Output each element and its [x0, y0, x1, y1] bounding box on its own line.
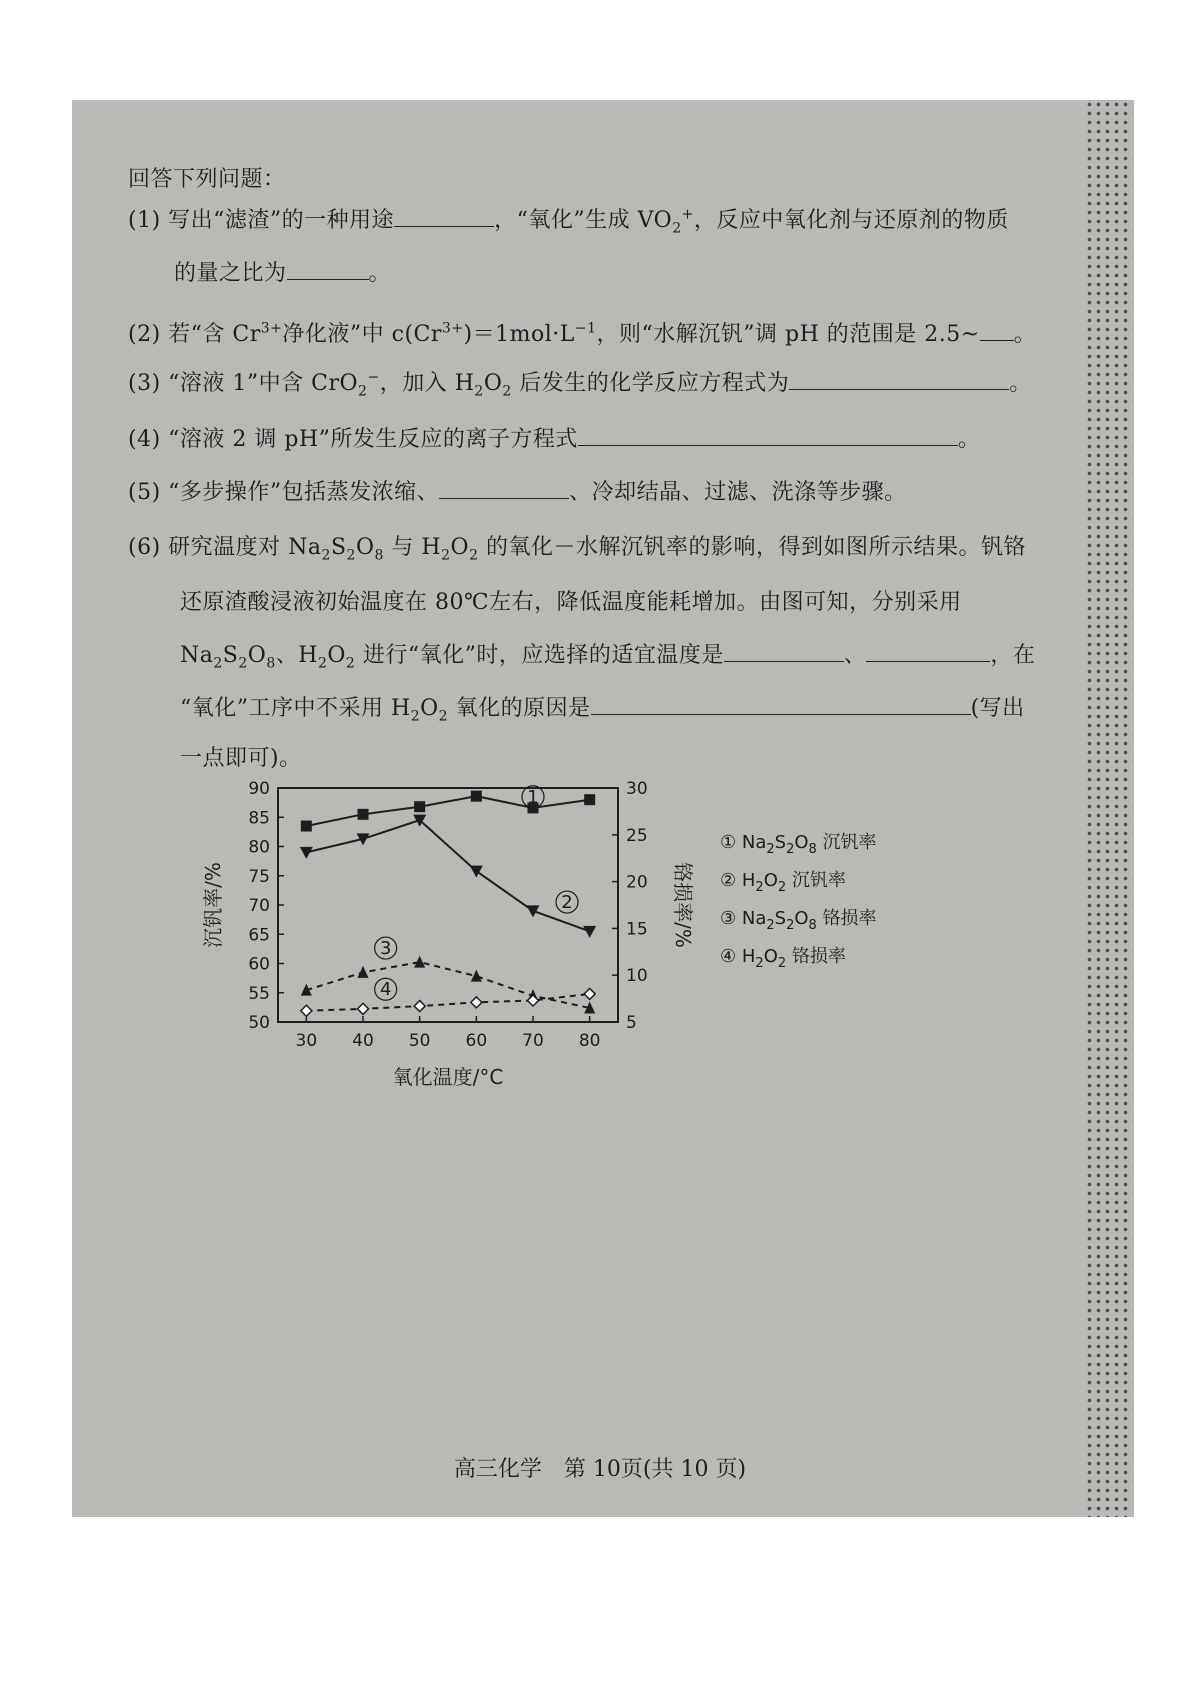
legend-text: 2 — [786, 918, 795, 933]
legend-text: 8 — [808, 842, 817, 857]
q2-text-c: )＝1mol·L — [463, 322, 575, 347]
q3-text-b: ，加入 H — [379, 371, 475, 396]
q6-l3-sub4: 2 — [317, 655, 328, 672]
q1-text-b: ，“氧化”生成 VO — [494, 208, 673, 233]
legend-text: 铬损率 — [786, 946, 846, 967]
legend-text: H — [741, 946, 756, 967]
legend-text: S — [774, 832, 787, 853]
x-tick-label: 60 — [465, 1031, 488, 1051]
question-4 — [128, 422, 980, 453]
q6-l3-e: O — [327, 643, 346, 668]
x-tick-label: 70 — [522, 1031, 544, 1051]
y-right-tick-label: 20 — [626, 872, 648, 893]
legend-text: Na — [741, 908, 767, 929]
x-tick-label: 40 — [352, 1031, 374, 1051]
series-1 — [301, 786, 595, 832]
data-point — [584, 794, 595, 805]
x-tick-label: 80 — [578, 1031, 601, 1051]
binding-strip — [1085, 100, 1133, 1517]
q6-l4-sub1: 2 — [410, 708, 421, 725]
q2-text-a: 若“含 Cr — [168, 322, 261, 347]
y-right-tick-label: 15 — [626, 919, 648, 940]
q6-l4-c: 氧化的原因是 — [448, 696, 591, 721]
q6-l4-b: O — [420, 696, 439, 721]
q5-text-b: 、冷却结晶、过滤、洗涤等步骤。 — [569, 480, 907, 505]
q6-l3-sub1: 2 — [213, 655, 223, 672]
data-point — [301, 821, 312, 832]
q6-sub-4: 2 — [441, 547, 451, 564]
y-left-tick-label: 85 — [248, 808, 270, 829]
legend-text: 2 — [755, 880, 764, 895]
y-left-tick-label: 55 — [248, 983, 270, 1004]
chart-legend — [720, 832, 877, 971]
legend-text: 2 — [766, 842, 775, 857]
question-5 — [128, 475, 907, 506]
data-point — [414, 1001, 425, 1012]
q2-number: (2) — [128, 322, 161, 347]
q6-l3-h: ，在 — [990, 643, 1036, 668]
data-point — [584, 988, 595, 999]
legend-item-2 — [720, 870, 846, 895]
data-point — [470, 866, 483, 878]
series-label: 4 — [379, 979, 392, 1001]
legend-text: ④ — [720, 946, 742, 967]
q1-period: 。 — [368, 261, 392, 286]
question-6-line4 — [180, 691, 1025, 724]
q6-l4-a: “氧化”工序中不采用 H — [180, 696, 411, 721]
q6-sub-3: 8 — [374, 547, 384, 564]
y-left-axis-title: 沉钒率/% — [201, 862, 225, 948]
data-point — [301, 1005, 312, 1016]
q1-text-c: ，反应中氧化剂与还原剂的物质 — [693, 208, 1009, 233]
data-point — [358, 966, 369, 978]
y-right-tick-label: 25 — [626, 825, 648, 846]
q3-sup: − — [367, 369, 380, 386]
q6-l3-sub5: 2 — [345, 655, 356, 672]
data-point — [471, 970, 482, 982]
legend-text: 铬损率 — [816, 908, 877, 929]
q3-number: (3) — [128, 371, 161, 396]
q2-text-d: ，则“水解沉钒”调 pH 的范围是 2.5~ — [596, 322, 980, 347]
q1-blank-use[interactable] — [394, 208, 494, 227]
legend-text: S — [774, 908, 787, 929]
y-left-tick-label: 65 — [248, 925, 270, 946]
legend-text: 2 — [766, 918, 775, 933]
q2-text-b: 净化液”中 c(Cr — [282, 322, 442, 347]
legend-text: H — [741, 870, 756, 891]
legend-text: O — [763, 946, 778, 967]
q6-l3-c: O — [247, 643, 267, 668]
q3-text-d: 后发生的化学反应方程式为 — [511, 371, 790, 396]
q6-line2-text: 还原渣酸浸液初始温度在 80℃左右，降低温度能耗增加。由图可知，分别采用 — [180, 590, 962, 615]
legend-text: 8 — [808, 918, 817, 933]
x-tick-label: 50 — [408, 1031, 431, 1051]
y-right-tick-label: 5 — [626, 1013, 637, 1033]
series-2 — [300, 815, 596, 938]
q1-sub: 2 — [672, 220, 682, 237]
q6-l3-sub3: 8 — [266, 655, 276, 672]
legend-text: O — [763, 870, 778, 891]
question-3 — [128, 366, 1032, 399]
legend-text: O — [794, 832, 809, 853]
data-point — [358, 809, 369, 820]
q1-text-a: 写出“滤渣”的一种用途 — [168, 208, 395, 233]
q6-text-a: 研究温度对 Na — [168, 535, 322, 560]
y-right-axis-title: 铬损率/% — [671, 862, 695, 948]
q5-blank-step[interactable] — [439, 480, 569, 499]
q6-blank-temp-na2s2o8[interactable] — [724, 643, 844, 662]
legend-text: 2 — [777, 880, 787, 895]
q6-sub-5: 2 — [469, 547, 479, 564]
series-label: 1 — [527, 786, 539, 808]
q5-text-a: “多步操作”包括蒸发浓缩、 — [168, 480, 440, 505]
question-6 — [128, 530, 1026, 563]
legend-item-3 — [720, 908, 877, 933]
question-1-cont — [174, 256, 391, 287]
x-tick-label: 30 — [295, 1031, 318, 1051]
legend-text: ② — [720, 870, 742, 891]
q6-sub-2: 2 — [346, 547, 356, 564]
q3-sub-o: 2 — [502, 383, 512, 400]
legend-text: 2 — [777, 956, 787, 971]
q6-l3-b: S — [222, 643, 239, 668]
legend-text: ① — [720, 832, 742, 853]
legend-text: 2 — [755, 956, 764, 971]
q6-text-d: 与 H — [383, 535, 442, 560]
q6-text-e: O — [450, 535, 470, 560]
q3-sub-h: 2 — [474, 383, 484, 400]
data-point — [471, 997, 482, 1008]
series-label: 3 — [379, 938, 392, 960]
q1-text-d: 的量之比为 — [174, 261, 287, 286]
q4-blank-ionic-equation[interactable] — [578, 427, 958, 446]
y-left-tick-label: 70 — [248, 896, 270, 916]
q1-sup: + — [681, 206, 694, 223]
y-left-tick-label: 75 — [248, 866, 270, 887]
q6-blank-temp-h2o2[interactable] — [866, 643, 990, 662]
question-1 — [128, 203, 1009, 236]
question-6-line2 — [180, 585, 962, 616]
chart-marks — [300, 786, 596, 1016]
intro-text — [128, 162, 286, 193]
y-left-tick-label: 80 — [248, 837, 270, 858]
q1-number: (1) — [128, 208, 161, 233]
series-4 — [301, 978, 595, 1016]
q5-number: (5) — [128, 480, 161, 505]
q6-l3-g: 、 — [843, 643, 867, 668]
legend-text: O — [794, 908, 809, 929]
y-left-tick-label: 90 — [248, 779, 270, 799]
data-point — [471, 791, 482, 802]
q3-period: 。 — [1009, 371, 1032, 396]
q6-blank-reason[interactable] — [591, 696, 971, 715]
series-3 — [301, 937, 595, 1013]
series-label: 2 — [561, 892, 573, 914]
legend-item-1 — [720, 832, 877, 857]
q3-text-c: O — [483, 371, 503, 396]
chart — [190, 770, 950, 1130]
legend-text: ③ — [720, 908, 742, 929]
legend-text: 2 — [786, 842, 795, 857]
q4-text-a: “溶液 2 调 pH”所发生反应的离子方程式 — [168, 427, 578, 452]
y-right-tick-label: 30 — [626, 779, 648, 799]
legend-text: 沉钒率 — [786, 870, 846, 891]
q2-sup1: 3+ — [260, 320, 283, 337]
q6-text-c: O — [355, 535, 375, 560]
q6-l3-f: 进行“氧化”时，应选择的适宜温度是 — [355, 643, 724, 668]
q3-text-a: “溶液 1”中含 CrO — [168, 371, 359, 396]
q6-sub-1: 2 — [321, 547, 331, 564]
q2-sup2: 3+ — [441, 320, 464, 337]
q2-blank-ph[interactable] — [980, 322, 1014, 341]
q4-number: (4) — [128, 427, 161, 452]
q6-text-b: S — [330, 535, 347, 560]
intro-label: 回答下列问题： — [128, 167, 286, 192]
series-line — [306, 994, 589, 1011]
data-point — [358, 1003, 369, 1014]
y-right-tick-label: 10 — [626, 966, 648, 987]
question-2 — [128, 317, 1036, 348]
q6-l4-sub2: 2 — [438, 708, 449, 725]
q2-period: 。 — [1013, 322, 1037, 347]
q6-l4-d: (写出 — [970, 696, 1025, 721]
question-6-line3 — [180, 638, 1035, 671]
page-footer: 高三化学 第 10页(共 10 页) — [453, 1457, 747, 1482]
legend-text: 沉钒率 — [816, 832, 877, 853]
series-line — [306, 820, 589, 931]
q1-blank-ratio[interactable] — [287, 261, 369, 280]
y-left-tick-label: 60 — [248, 954, 270, 975]
chart-axes — [201, 779, 695, 1089]
data-point — [527, 905, 540, 917]
q3-blank-equation[interactable] — [789, 371, 1009, 390]
data-point — [528, 995, 539, 1006]
q4-period: 。 — [957, 427, 981, 452]
series-line — [306, 962, 589, 1008]
data-point — [583, 926, 596, 938]
data-point — [300, 847, 313, 859]
question-6-line5 — [180, 741, 302, 772]
data-point — [414, 801, 425, 812]
q6-l3-d: 、H — [275, 643, 318, 668]
q3-sub: 2 — [358, 383, 368, 400]
data-point — [414, 956, 425, 968]
q2-sup3: −1 — [574, 320, 597, 337]
q6-line5-text: 一点即可)。 — [180, 746, 302, 771]
series-line — [306, 796, 589, 826]
legend-text: Na — [741, 832, 767, 853]
q6-number: (6) — [128, 535, 161, 560]
q6-l3-sub2: 2 — [238, 655, 248, 672]
x-axis-title: 氧化温度/°C — [392, 1065, 504, 1089]
y-left-tick-label: 50 — [248, 1013, 270, 1033]
legend-item-4 — [720, 946, 846, 971]
q6-text-f: 的氧化－水解沉钒率的影响，得到如图所示结果。钒铬 — [478, 535, 1027, 560]
q6-l3-a: Na — [180, 643, 214, 668]
